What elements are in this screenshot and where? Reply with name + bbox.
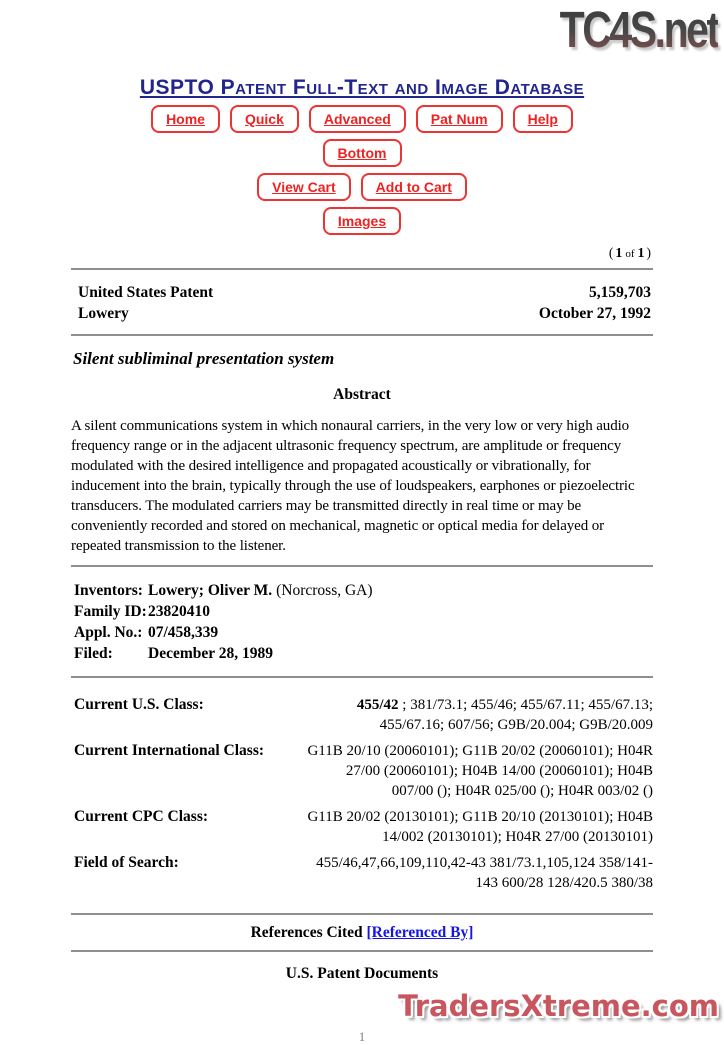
patent-number: 5,159,703 bbox=[589, 284, 651, 301]
family-id-row bbox=[74, 601, 653, 622]
nav-row-primary bbox=[71, 105, 653, 133]
inventors-value bbox=[148, 580, 373, 601]
view-cart-button[interactable]: View Cart bbox=[257, 173, 351, 201]
pagination-current: 1 bbox=[615, 246, 623, 261]
add-to-cart-button[interactable]: Add to Cart bbox=[361, 173, 467, 201]
home-button[interactable]: Home bbox=[151, 105, 220, 133]
intl-class-label: Current International Class: bbox=[74, 742, 265, 759]
family-id-label: Family ID: bbox=[74, 603, 147, 620]
patent-kind-label: United States Patent bbox=[78, 284, 214, 301]
help-button[interactable]: Help bbox=[513, 105, 573, 133]
divider bbox=[71, 268, 653, 270]
pagination-open-paren: ( bbox=[608, 245, 614, 260]
intl-class-row bbox=[74, 741, 653, 801]
page-title bbox=[71, 76, 653, 100]
issue-date: October 27, 1992 bbox=[538, 305, 651, 322]
appl-no-row bbox=[74, 622, 653, 643]
cpc-class-row bbox=[74, 807, 653, 847]
cpc-class-value: G11B 20/02 (20130101); G11B 20/10 (20130101); H04B 14/002 (20130101); H04R 27/00 (20130101) bbox=[307, 809, 653, 845]
nav-row-images bbox=[71, 207, 653, 235]
inventors-row bbox=[74, 580, 653, 601]
images-button[interactable]: Images bbox=[323, 207, 401, 235]
filed-label: Filed: bbox=[74, 645, 113, 662]
appl-no-value: 07/458,339 bbox=[148, 624, 219, 641]
invention-title: Silent subliminal presentation system bbox=[73, 349, 335, 368]
pagination-total: 1 bbox=[637, 246, 645, 261]
us-class-label: Current U.S. Class: bbox=[74, 696, 204, 713]
divider bbox=[71, 913, 653, 915]
divider bbox=[71, 565, 653, 567]
intl-class-value: G11B 20/10 (20060101); G11B 20/02 (20060101); H04R 27/00 (20060101); H04B 14/00 (20060101); H04B 007/00 (); H04R 025/00 (); H04R 003/02 () bbox=[307, 743, 653, 799]
inventor-surname: Lowery bbox=[78, 305, 129, 322]
filed-row bbox=[74, 643, 653, 664]
divider bbox=[71, 950, 653, 952]
tradersxtreme-watermark-logo: TradersXtreme.com bbox=[398, 988, 719, 1023]
patent-header-row bbox=[78, 282, 651, 303]
uspto-database-title-link[interactable]: USPTO Patent Full-Text and Image Database bbox=[139, 76, 585, 99]
filed-value: December 28, 1989 bbox=[148, 645, 273, 662]
advanced-search-button[interactable]: Advanced bbox=[309, 105, 406, 133]
appl-no-label: Appl. No.: bbox=[74, 624, 143, 641]
us-patent-documents-heading: U.S. Patent Documents bbox=[285, 965, 439, 982]
pat-num-button[interactable]: Pat Num bbox=[416, 105, 503, 133]
inventors-label: Inventors: bbox=[74, 582, 143, 599]
family-id-value: 23820410 bbox=[148, 603, 210, 620]
secondary-us-classes: ; 381/73.1; 455/46; 455/67.11; 455/67.13; 455/67.16; 607/56; G9B/20.004; G9B/20.009 bbox=[379, 697, 653, 733]
abstract-heading: Abstract bbox=[333, 386, 391, 403]
primary-us-class: 455/42 bbox=[356, 697, 399, 713]
nav-row-cart bbox=[71, 173, 653, 201]
patent-header bbox=[71, 276, 653, 328]
patent-header-row bbox=[78, 303, 651, 324]
pagination-of-label: of bbox=[625, 248, 635, 260]
inventor-name: Lowery; Oliver M. bbox=[148, 582, 273, 599]
field-of-search-value: 455/46,47,66,109,110,42-43 381/73.1,105,124 358/141-143 600/28 128/420.5 380/38 bbox=[316, 855, 653, 891]
patent-document-page bbox=[71, 0, 653, 1045]
pagination-close-paren: ) bbox=[646, 245, 651, 260]
references-cited-label: References Cited bbox=[250, 924, 363, 941]
divider bbox=[71, 676, 653, 678]
cpc-class-label: Current CPC Class: bbox=[74, 808, 209, 825]
nav-row-bottom-link bbox=[71, 139, 653, 167]
inventor-location: (Norcross, GA) bbox=[276, 582, 373, 599]
classification-table bbox=[71, 684, 653, 907]
field-of-search-row bbox=[74, 853, 653, 893]
quick-search-button[interactable]: Quick bbox=[230, 105, 299, 133]
us-class-value bbox=[301, 695, 653, 735]
divider bbox=[71, 334, 653, 336]
tc4s-watermark-logo: TC4S.net bbox=[559, 0, 718, 59]
bottom-button[interactable]: Bottom bbox=[323, 139, 402, 167]
abstract-text: A silent communications system in which nonaural carriers, in the very low or very high audio frequency range or in the adjacent ultrasonic frequency spectrum, are amplitude or frequency modulated with the desired intelligence and propagated acoustically or vibrationally, for inducement into the brain, typically through the use of loudspeakers, earphones or piezoelectric transducers. The modulated carriers may be transmitted directly in real time or may be conveniently recorded and stored on mechanical, magnetic or optical media for delayed or repeated transmission to the listener. bbox=[71, 418, 635, 554]
us-class-row bbox=[74, 695, 653, 735]
referenced-by-link[interactable]: [Referenced By] bbox=[366, 924, 474, 941]
page-number: 1 bbox=[358, 1029, 366, 1044]
field-of-search-label: Field of Search: bbox=[74, 854, 179, 871]
references-cited-heading bbox=[71, 924, 653, 942]
result-pagination bbox=[71, 245, 653, 262]
bibliographic-info bbox=[71, 573, 653, 670]
